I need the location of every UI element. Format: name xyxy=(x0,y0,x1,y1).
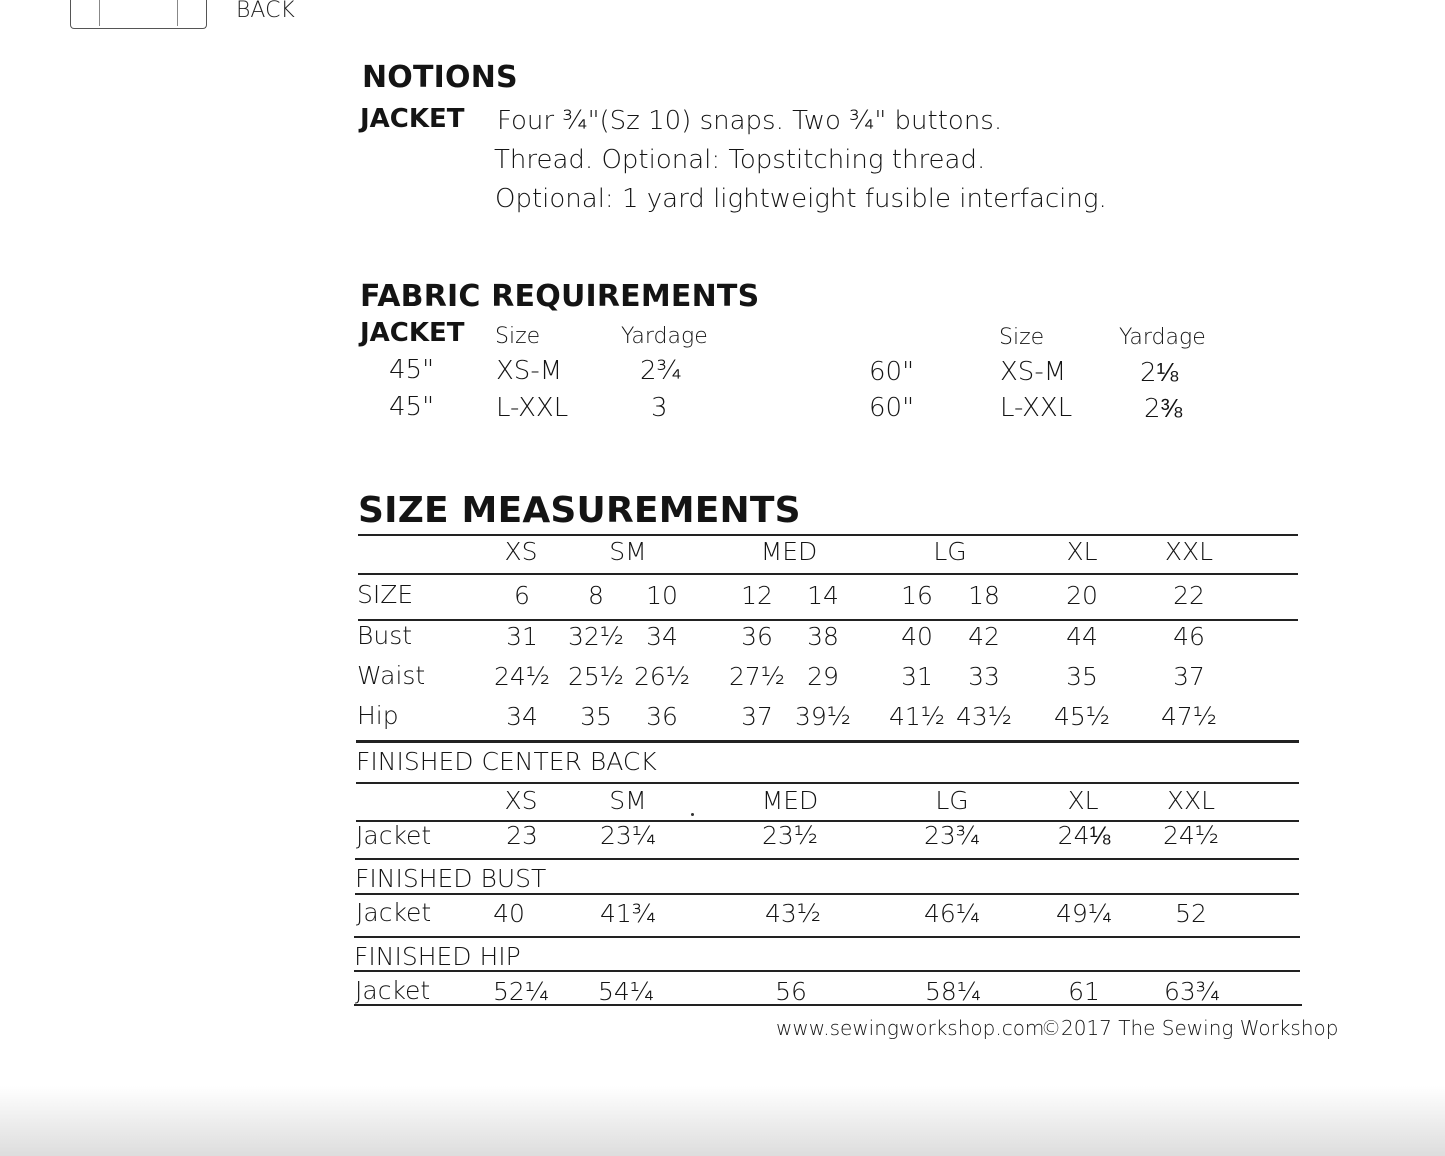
group-header-xl: XL xyxy=(1066,537,1098,566)
fabric-yardage: 2⅛ xyxy=(1140,358,1179,388)
copyright-text: ©2017 The Sewing Workshop xyxy=(1041,1016,1339,1040)
size-cell: 16 xyxy=(901,581,933,610)
waist-cell: 29 xyxy=(807,662,839,691)
cb-group-header-med: MED xyxy=(761,786,819,815)
fabric-size-header-right: Size xyxy=(999,325,1045,350)
notions-jacket-label: JACKET xyxy=(360,104,465,134)
fabric-size: XS-M xyxy=(1000,357,1067,387)
fabric-width: 45" xyxy=(389,392,435,422)
bust-cell: 36 xyxy=(741,622,773,651)
bust-cell: 31 xyxy=(506,622,538,651)
table-rule xyxy=(354,970,1300,972)
back-view-label: BACK xyxy=(236,0,295,23)
cb-group-header-sm: SM xyxy=(609,786,647,815)
page-bottom-shadow xyxy=(0,1086,1445,1156)
size-measurements-heading: SIZE MEASUREMENTS xyxy=(358,490,801,531)
row-label-bust: Bust xyxy=(357,621,413,650)
cb-group-header-xxl: XXL xyxy=(1166,786,1216,815)
hip-cell: 35 xyxy=(580,702,612,731)
cb-group-header-xs: XS xyxy=(504,786,538,815)
fabric-yardage: 2⅜ xyxy=(1144,394,1183,424)
size-cell: 18 xyxy=(968,581,1000,610)
hip-cell: 45½ xyxy=(1053,702,1111,731)
size-cell: 10 xyxy=(646,581,678,610)
bust-cell: 46 xyxy=(1173,622,1205,651)
hip-cell: 47½ xyxy=(1160,702,1218,731)
fabric-yardage-header-left: Yardage xyxy=(621,324,708,349)
size-cell: 12 xyxy=(741,581,773,610)
fabric-yardage-header-right: Yardage xyxy=(1119,325,1206,350)
waist-cell: 35 xyxy=(1066,662,1098,691)
notions-line-2: Thread. Optional: Topstitching thread. xyxy=(494,145,986,175)
table-rule xyxy=(354,936,1300,938)
bust-cell: 40 xyxy=(901,622,933,651)
waist-cell: 37 xyxy=(1173,662,1205,691)
notions-line-1: Four ¾"(Sz 10) snaps. Two ¾" buttons. xyxy=(497,106,1003,136)
fabric-size: L-XXL xyxy=(496,393,569,423)
fabric-width: 60" xyxy=(869,357,915,387)
fabric-requirements-heading: FABRIC REQUIREMENTS xyxy=(360,279,760,314)
notions-heading: NOTIONS xyxy=(362,60,518,95)
hip-row-label-jacket: Jacket xyxy=(355,976,431,1005)
cb-cell: 24½ xyxy=(1162,821,1220,850)
finished-hip-cell: 61 xyxy=(1068,977,1100,1006)
fabric-size: XS-M xyxy=(496,356,563,386)
fabric-width: 60" xyxy=(869,393,915,423)
waist-cell: 33 xyxy=(968,662,1000,691)
cb-group-header-lg: LG xyxy=(935,786,969,815)
cb-cell: 23¾ xyxy=(923,821,981,850)
bust-cell: 44 xyxy=(1066,622,1098,651)
fabric-yardage: 2¾ xyxy=(640,356,682,386)
fabric-width: 45" xyxy=(389,355,435,385)
size-cell: 8 xyxy=(588,581,604,610)
row-label-hip: Hip xyxy=(357,701,399,730)
cb-cell: 23½ xyxy=(761,821,819,850)
bust-cell: 32½ xyxy=(567,622,625,651)
table-rule xyxy=(354,1004,1302,1006)
group-header-lg: LG xyxy=(933,537,967,566)
hip-cell: 43½ xyxy=(955,702,1013,731)
hip-cell: 36 xyxy=(646,702,678,731)
finished-bust-heading: FINISHED BUST xyxy=(355,864,547,893)
table-rule xyxy=(358,619,1298,621)
table-rule xyxy=(358,573,1298,575)
fabric-jacket-label: JACKET xyxy=(360,318,465,348)
table-rule xyxy=(355,893,1299,895)
bust-row-label-jacket: Jacket xyxy=(356,898,432,927)
cb-row-label-jacket: Jacket xyxy=(356,821,432,850)
hip-cell: 37 xyxy=(741,702,773,731)
table-rule xyxy=(358,534,1298,536)
bust-cell: 42 xyxy=(968,622,1000,651)
row-label-waist: Waist xyxy=(357,661,426,690)
table-rule xyxy=(355,858,1299,860)
finished-bust-cell: 41¾ xyxy=(599,899,657,928)
cb-cell: 24⅛ xyxy=(1057,821,1111,850)
group-header-sm: SM xyxy=(609,537,647,566)
finished-hip-heading: FINISHED HIP xyxy=(354,942,521,971)
finished-bust-cell: 40 xyxy=(493,899,525,928)
group-header-xs: XS xyxy=(504,537,538,566)
row-label-size: SIZE xyxy=(357,580,414,609)
size-cell: 22 xyxy=(1173,581,1205,610)
waist-cell: 24½ xyxy=(493,662,551,691)
size-cell: 20 xyxy=(1066,581,1098,610)
fabric-size-header-left: Size xyxy=(495,324,541,349)
cb-group-header-xl: XL xyxy=(1067,786,1099,815)
finished-bust-cell: 46¼ xyxy=(923,899,981,928)
group-header-med: MED xyxy=(760,537,818,566)
finished-bust-cell: 49¼ xyxy=(1055,899,1113,928)
table-rule xyxy=(356,740,1299,743)
size-cell: 14 xyxy=(807,581,839,610)
notions-line-3: Optional: 1 yard lightweight fusible interfacing. xyxy=(495,184,1107,214)
cb-cell: 23¼ xyxy=(599,821,657,850)
hip-cell: 34 xyxy=(506,702,538,731)
group-header-xxl: XXL xyxy=(1164,537,1214,566)
table-rule xyxy=(356,782,1299,784)
fabric-yardage: 3 xyxy=(651,393,668,423)
finished-hip-cell: 56 xyxy=(775,977,807,1006)
size-cell: 6 xyxy=(514,581,530,610)
bust-cell: 34 xyxy=(646,622,678,651)
finished-bust-cell: 52 xyxy=(1175,899,1207,928)
cb-cell: 23 xyxy=(506,821,538,850)
stray-mark xyxy=(691,813,694,816)
finished-bust-cell: 43½ xyxy=(764,899,822,928)
finished-center-back-heading: FINISHED CENTER BACK xyxy=(356,747,657,776)
website-link[interactable]: www.sewingworkshop.com xyxy=(776,1016,1045,1040)
waist-cell: 26½ xyxy=(633,662,691,691)
waist-cell: 25½ xyxy=(567,662,625,691)
waist-cell: 27½ xyxy=(728,662,786,691)
finished-hip-cell: 54¼ xyxy=(597,977,655,1006)
hip-cell: 39½ xyxy=(794,702,852,731)
table-rule xyxy=(356,820,1299,822)
waist-cell: 31 xyxy=(901,662,933,691)
fabric-size: L-XXL xyxy=(1000,393,1073,423)
bust-cell: 38 xyxy=(807,622,839,651)
finished-hip-cell: 52¼ xyxy=(492,977,550,1006)
finished-hip-cell: 58¼ xyxy=(924,977,982,1006)
finished-hip-cell: 63¾ xyxy=(1163,977,1221,1006)
hip-cell: 41½ xyxy=(888,702,946,731)
garment-sketch xyxy=(70,0,207,29)
